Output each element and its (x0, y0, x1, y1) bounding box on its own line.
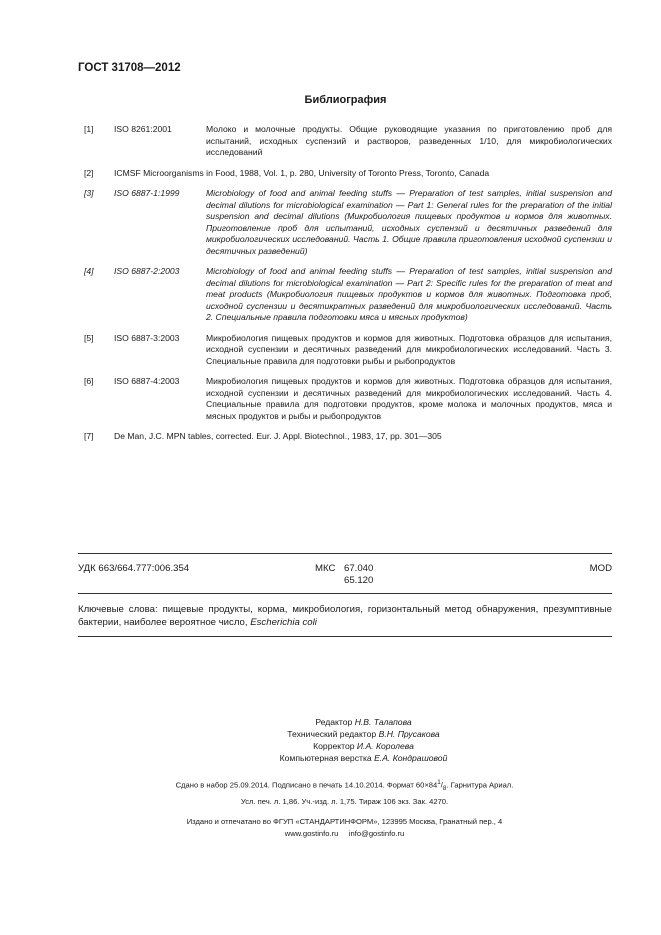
credit-role: Компьютерная верстка (279, 753, 372, 763)
divider-middle (78, 593, 612, 594)
credit-role: Корректор (313, 741, 355, 751)
imprint-line-2: Усл. печ. л. 1,86. Уч.-изд. л. 1,75. Тираж 106 экз. Зак. 4270. (240, 796, 449, 806)
bibliography-title: Библиография (304, 94, 387, 106)
mod-label: MOD (589, 563, 612, 574)
credit-editor (66, 716, 661, 728)
bibliography-entry-1 (84, 124, 612, 159)
bibliography-entry-7 (84, 431, 612, 443)
entry-number: [4] (84, 266, 94, 276)
bibliography-entry-6 (84, 376, 612, 422)
imprint (0, 777, 661, 808)
entry-text: ICMSF Microorganisms in Food, 1988, Vol. 1, p. 280, University of Toronto Press, Toronto, Canada (114, 167, 490, 178)
format-fraction-numerator: 1 (437, 779, 441, 786)
entry-number: [5] (84, 332, 94, 343)
entry-code: ISO 8261:2001 (114, 124, 172, 134)
bibliography-entry-4 (84, 266, 612, 324)
imprint-line-1: Сдано в набор 25.09.2014. Подписано в печать 14.10.2014. Формат $60\times 84^1/_8$. Гарнитура Ариал. (175, 779, 514, 793)
entry-number: [1] (84, 124, 94, 134)
entry-number: [7] (84, 431, 94, 441)
mks-code-2: 65.120 (344, 575, 374, 586)
keywords-text: Ключевые слова: пищевые продукты, корма, микробиология, горизонтальный метод обнаружения, презумптивные бактерии, наиболее вероятное число, (78, 604, 612, 628)
format-fraction-denominator: 8 (442, 785, 447, 793)
entry-text: Microbiology of food and animal feeding stuffs — Preparation of test samples, initial suspension and decimal dilutions for microbiological examination — Part 2: Specific rules for the preparation of meat and meat products (Микробиология пищевых продуктов и кормов для животных. Подготовка проб, исходной суспензии и десятикратных разведений для микробиологических исследований. Часть 2. Специальные правила подготовки мяса и мясных продуктов) (206, 266, 612, 322)
credit-layout (66, 752, 661, 764)
entry-text: Микробиология пищевых продуктов и кормов для животных. Подготовка образцов для испытания, исходной суспензии и десятичных разведений для микробиологических исследований. Часть 4. Специальные правила для подготовки продуктов, кроме молока и молочных продуктов, мяса и мясных продуктов и рыбы и рыбопродуктов (206, 376, 612, 421)
credit-name: В.Н. Прусакова (378, 729, 440, 739)
entry-number: [6] (84, 376, 94, 386)
credit-name: Н.В. Талапова (354, 717, 412, 727)
publisher-info (0, 816, 661, 840)
bibliography-entry-3 (84, 188, 612, 257)
bibliography-entry-5 (84, 333, 612, 368)
entry-code: ISO 6887-1:1999 (114, 188, 180, 198)
entry-text: De Man, J.C. MPN tables, corrected. Eur. J. Appl. Biotechnol., 1983, 17, pp. 301—305 (114, 431, 442, 441)
entry-code: ISO 6887-4:2003 (114, 376, 180, 386)
keywords-species: Escherichia coli (250, 617, 317, 628)
imprint-text-end: . Гарнитура Ариал. (446, 780, 514, 790)
credit-name: И.А. Королева (356, 741, 414, 751)
mks-code-1: 67.040 (344, 563, 374, 574)
credit-proofreader (66, 740, 661, 752)
credits (0, 716, 661, 764)
mks-label: МКС (315, 563, 336, 574)
entry-number: [2] (84, 167, 94, 178)
entry-code: ISO 6887-2:2003 (114, 266, 180, 276)
divider-top (78, 553, 612, 554)
credit-tech-editor (66, 728, 661, 740)
entry-text: Молоко и молочные продукты. Общие руководящие указания по приготовлению проб для испытаний, исходных суспензий и растворов, разведенных 1/10, для микробиологических исследований (206, 124, 612, 157)
standard-number: ГОСТ 31708—2012 (78, 62, 181, 74)
entry-code: ISO 6887-3:2003 (114, 332, 180, 343)
entry-text: Микробиология пищевых продуктов и кормов для животных. Подготовка образцов для испытания, исходной суспензии и десятичных разведений для микробиологических исследований. Часть 3. Специальные правила для подготовки рыбы и рыбопродуктов (206, 332, 612, 366)
mks-codes (344, 563, 373, 587)
publisher-address: Издано и отпечатано во ФГУП «СТАНДАРТИНФОРМ», 123995 Москва, Гранатный пер., 4 (186, 817, 503, 826)
credit-name: Е.А. Кондрашовой (374, 753, 448, 763)
keywords (78, 603, 612, 629)
udk-code: УДК 663/664.777:006.354 (78, 563, 190, 574)
bibliography-list (84, 124, 612, 452)
entry-text: Microbiology of food and animal feeding stuffs — Preparation of test samples, initial suspension and decimal dilutions for microbiological examination — Part 1: General rules for the preparation of the initial suspension and decimal dilutions (Микробиология пищевых продуктов и кормов для животных. Приготовление проб для испытаний, исходных суспензий и десятичных разведений для микробиологических исследований. Часть 1. Общие правила приготовления исходной суспензии и десятичных разведений) (206, 188, 612, 256)
divider-bottom (78, 636, 612, 637)
imprint-text: Сдано в набор 25.09.2014. Подписано в печать 14.10.2014. Формат 60×84 (175, 780, 438, 790)
credit-role: Редактор (315, 717, 353, 727)
bibliography-entry-2 (84, 168, 612, 180)
credit-role: Технический редактор (287, 729, 377, 739)
entry-number: [3] (84, 188, 94, 198)
publisher-web: www.gostinfo.ru info@gostinfo.ru (284, 829, 405, 838)
